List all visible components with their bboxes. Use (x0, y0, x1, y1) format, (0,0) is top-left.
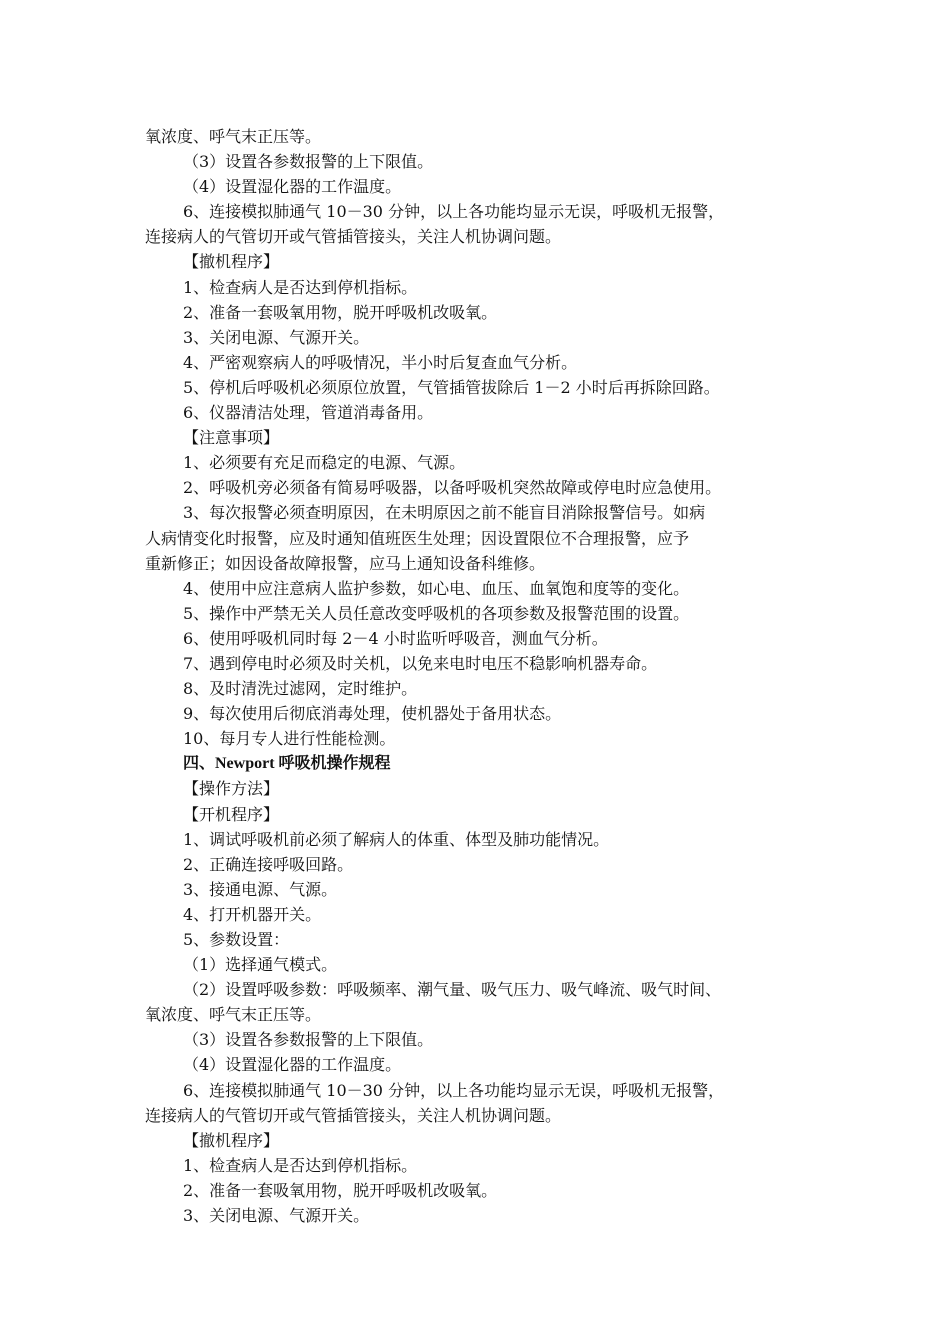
text-line: 2、准备一套吸氧用物，脱开呼吸机改吸氧。 (183, 302, 498, 322)
text-line: 3、每次报警必须查明原因，在未明原因之前不能盲目消除报警信号。如病 (183, 503, 706, 523)
text-line: （1）选择通气模式。 (183, 955, 338, 975)
text-line: 5、参数设置： (183, 930, 290, 949)
text-line: 5、停机后呼吸机必须原位放置，气管插管拔除后 1－2 小时后再拆除回路。 (183, 377, 720, 397)
text-line: 6、使用呼吸机同时每 2－4 小时监听呼吸音，测血气分析。 (183, 628, 608, 648)
text-line: 6、仪器清洁处理，管道消毒备用。 (183, 403, 434, 423)
text-line: 3、接通电源、气源。 (183, 879, 338, 899)
text-line: 1、必须要有充足而稳定的电源、气源。 (183, 453, 466, 473)
text-line: 氧浓度、呼气末正压等。 (145, 127, 322, 146)
text-line: 3、关闭电源、气源开关。 (183, 1206, 370, 1226)
text-line: 氧浓度、呼气末正压等。 (145, 1005, 322, 1025)
text-line: 3、关闭电源、气源开关。 (183, 327, 370, 347)
text-line: 4、严密观察病人的呼吸情况，半小时后复查血气分析。 (183, 352, 578, 372)
text-line: 4、使用中应注意病人监护参数，如心电、血压、血氧饱和度等的变化。 (183, 578, 690, 598)
text-line: 5、操作中严禁无关人员任意改变呼吸机的各项参数及报警范围的设置。 (183, 603, 690, 623)
text-line: 2、正确连接呼吸回路。 (183, 854, 354, 874)
text-line: 1、检查病人是否达到停机指标。 (183, 277, 418, 297)
text-line: 2、呼吸机旁必须备有简易呼吸器，以备呼吸机突然故障或停电时应急使用。 (183, 478, 722, 498)
text-line: 【操作方法】 (183, 779, 280, 799)
text-line: （3）设置各参数报警的上下限值。 (183, 1030, 434, 1050)
text-line: 6、连接模拟肺通气 10－30 分钟，以上各功能均显示无误，呼吸机无报警， (183, 1080, 725, 1100)
section-heading: 四、Newport 呼吸机操作规程 (183, 755, 391, 773)
text-line: （4）设置湿化器的工作温度。 (183, 177, 402, 197)
text-line: （2）设置呼吸参数：呼吸频率、潮气量、吸气压力、吸气峰流、吸气时间、 (183, 980, 722, 1000)
text-line: 人病情变化时报警，应及时通知值班医生处理；因设置限位不合理报警，应予 (145, 528, 690, 548)
text-line: 8、及时清洗过滤网，定时维护。 (183, 679, 418, 699)
text-line: 【撤机程序】 (183, 1130, 280, 1150)
text-line: 【撤机程序】 (183, 252, 280, 272)
text-line: 2、准备一套吸氧用物，脱开呼吸机改吸氧。 (183, 1180, 498, 1200)
text-line: 10、每月专人进行性能检测。 (183, 729, 396, 749)
text-line: 【开机程序】 (183, 804, 280, 824)
text-line: 1、检查病人是否达到停机指标。 (183, 1155, 418, 1175)
text-line: （3）设置各参数报警的上下限值。 (183, 152, 434, 172)
text-line: 1、调试呼吸机前必须了解病人的体重、体型及肺功能情况。 (183, 829, 610, 849)
document-page (145, 124, 825, 1228)
text-line: 7、遇到停电时必须及时关机，以免来电时电压不稳影响机器寿命。 (183, 653, 658, 673)
text-line: 重新修正；如因设备故障报警，应马上通知设备科维修。 (145, 553, 546, 573)
text-line: 【注意事项】 (183, 428, 280, 448)
text-line: （4）设置湿化器的工作温度。 (183, 1055, 402, 1075)
text-line: 4、打开机器开关。 (183, 904, 322, 924)
text-line: 连接病人的气管切开或气管插管接头，关注人机协调问题。 (145, 227, 562, 247)
text-line: 6、连接模拟肺通气 10－30 分钟，以上各功能均显示无误，呼吸机无报警， (183, 202, 725, 222)
text-line: 9、每次使用后彻底消毒处理，使机器处于备用状态。 (183, 704, 562, 724)
text-line: 连接病人的气管切开或气管插管接头，关注人机协调问题。 (145, 1105, 562, 1125)
